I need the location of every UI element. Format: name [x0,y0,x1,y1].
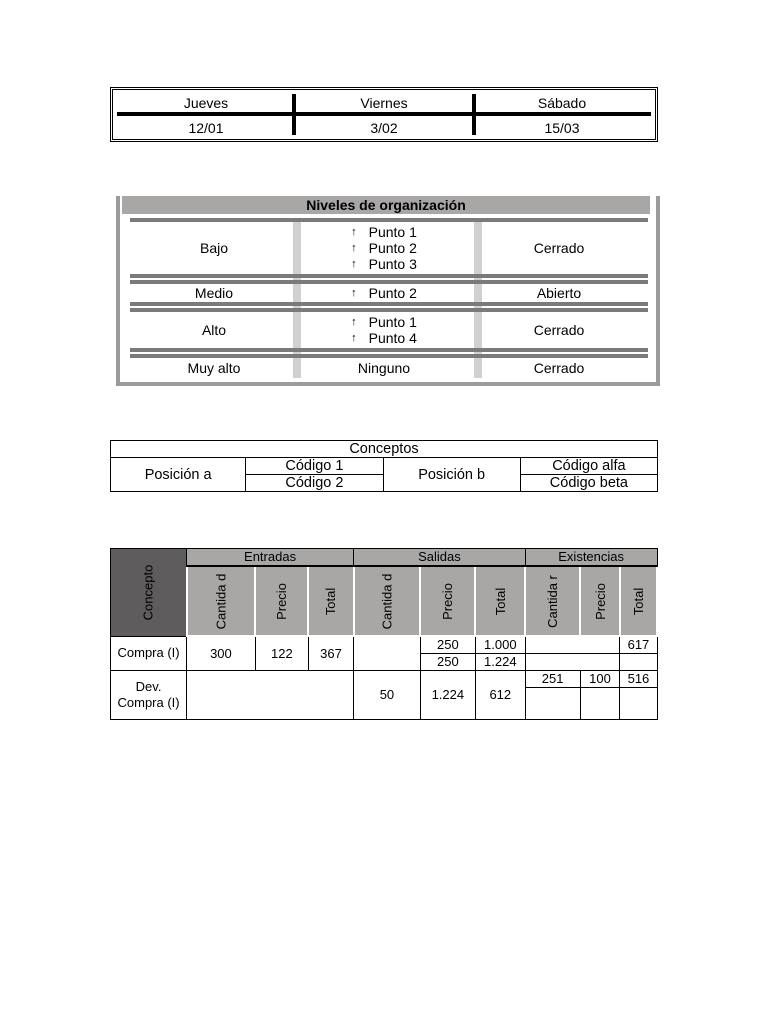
out-price: 250 [420,653,475,670]
ex-empty [620,687,657,719]
points-cell: ↑ Punto 1 ↑ Punto 4 [351,314,417,346]
sub-header-price: Precio [255,566,308,636]
ex-empty [620,653,657,670]
day-header: Viernes [360,95,408,111]
group-salidas: Salidas [354,549,526,567]
levels-table [116,196,660,386]
table-row [130,218,648,278]
ex-empty [525,687,580,719]
in-qty: 300 [187,636,256,670]
table-row [130,280,648,306]
concept-cell: Dev. Compra (I) [111,670,187,719]
state-cell: Cerrado [533,360,585,376]
position-a: Posición a [111,458,246,492]
out-total: 1.000 [475,636,525,653]
code-1: Código 1 [246,458,383,475]
out-qty [354,636,421,670]
sub-header-total: Total [620,566,657,636]
group-entradas: Entradas [187,549,354,567]
arrow-up-icon: ↑ [351,242,357,254]
state-cell: Cerrado [533,322,585,338]
day-date: 15/03 [544,120,580,136]
sub-header-price: Precio [580,566,620,636]
day-date: 3/02 [370,120,398,136]
points-cell: ↑ Punto 1 ↑ Punto 2 ↑ Punto 3 [351,224,417,272]
sub-header-qty: Cantida r [525,566,580,636]
code-beta: Código beta [520,475,657,492]
table-row [130,308,648,352]
in-empty [187,670,354,719]
ex-empty [525,653,620,670]
out-total: 1.224 [475,653,525,670]
position-b: Posición b [383,458,520,492]
out-price: 1.224 [420,670,475,719]
state-cell: Cerrado [533,240,585,256]
arrow-up-icon: ↑ [351,287,357,299]
arrow-up-icon: ↑ [351,332,357,344]
days-table [110,87,658,142]
table-row [130,354,648,378]
code-alfa: Código alfa [520,458,657,475]
out-qty: 50 [354,670,421,719]
in-price: 122 [255,636,308,670]
sub-header-total: Total [308,566,353,636]
day-header: Sábado [537,95,587,111]
ex-qty: 251 [525,670,580,687]
level-cell: Muy alto [187,360,241,376]
sub-header-qty: Cantida d [354,566,421,636]
day-date: 12/01 [188,120,224,136]
level-cell: Alto [201,322,227,338]
points-cell: Ninguno [357,360,411,376]
levels-title: Niveles de organización [122,196,650,214]
code-2: Código 2 [246,475,383,492]
points-cell: ↑ Punto 2 [351,285,417,301]
concepts-table [110,440,658,492]
day-header: Jueves [183,95,229,111]
ex-total: 516 [620,670,657,687]
group-existencias: Existencias [525,549,657,567]
inventory-table [110,548,658,720]
arrow-up-icon: ↑ [351,226,357,238]
concept-header: Concepto [111,549,187,637]
concept-cell: Compra (I) [111,636,187,670]
state-cell: Abierto [536,285,582,301]
sub-header-qty: Cantida d [187,566,256,636]
out-price: 250 [420,636,475,653]
ex-empty [580,687,620,719]
ex-empty [525,636,620,653]
arrow-up-icon: ↑ [351,316,357,328]
row-divider [117,112,651,116]
level-cell: Bajo [199,240,229,256]
concepts-title: Conceptos [111,441,658,458]
ex-total: 617 [620,636,657,653]
ex-price: 100 [580,670,620,687]
sub-header-total: Total [475,566,525,636]
level-cell: Medio [194,285,234,301]
in-total: 367 [308,636,353,670]
arrow-up-icon: ↑ [351,258,357,270]
out-total: 612 [475,670,525,719]
sub-header-price: Precio [420,566,475,636]
